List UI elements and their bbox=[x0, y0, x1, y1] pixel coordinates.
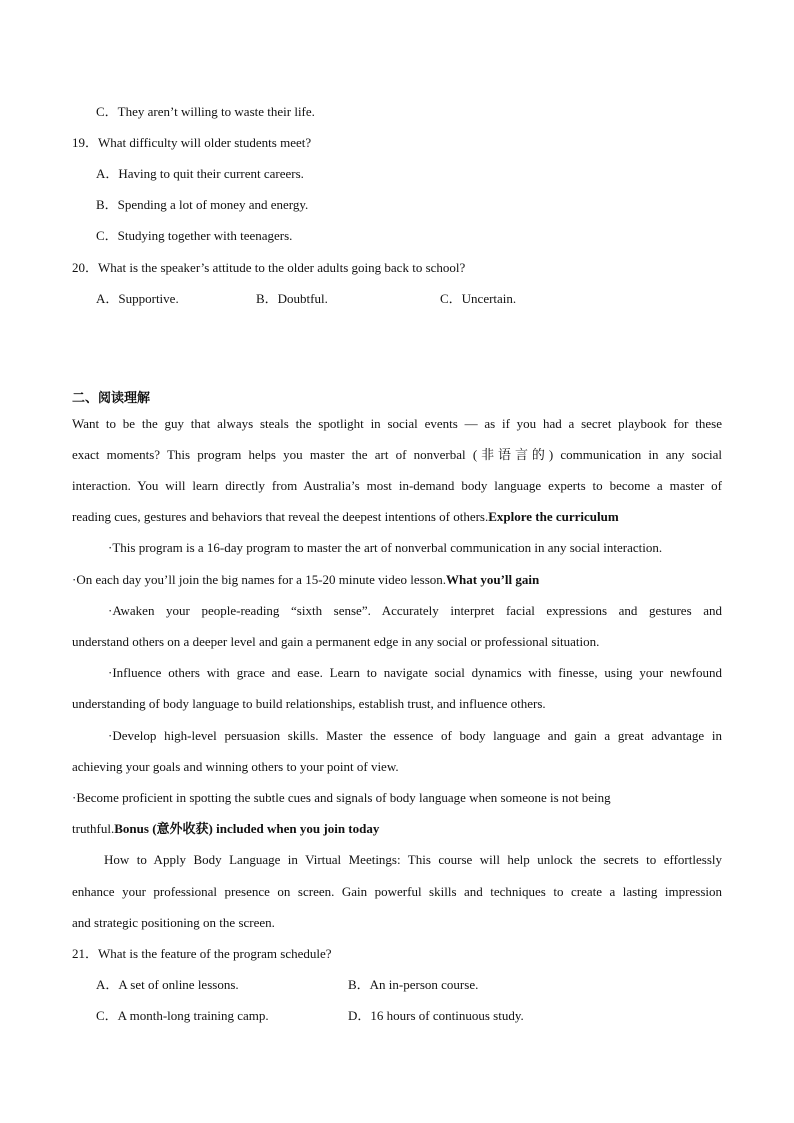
gain-item-1-line2: understand others on a deeper level and gain a permanent edge in any social or professional situation. bbox=[72, 634, 600, 649]
q21-option-c: C．A month-long training camp. bbox=[96, 1008, 269, 1023]
q20-stem: 20．What is the speaker’s attitude to the older adults going back to school? bbox=[72, 260, 466, 275]
q20-option-a: A．Supportive. bbox=[96, 291, 179, 306]
q19-option-c: C．Studying together with teenagers. bbox=[96, 228, 293, 243]
curriculum-item-2 bbox=[72, 571, 722, 589]
curriculum-item-1: ·This program is a 16-day program to master the art of nonverbal communication in any social interaction. bbox=[108, 540, 663, 555]
passage-p1-line1: Want to be the guy that always steals the spotlight in social events — as if you had a secret playbook for these bbox=[72, 416, 722, 431]
q18-option-c: C．They aren’t willing to waste their life. bbox=[96, 104, 315, 119]
heading-bonus: Bonus (意外收获) included when you join today bbox=[114, 821, 380, 836]
q20-option-b: B．Doubtful. bbox=[256, 291, 328, 306]
passage-p1-line4-text: reading cues, gestures and behaviors that reveal the deepest intentions of others. bbox=[72, 509, 489, 524]
heading-what-you-gain: What you’ll gain bbox=[446, 572, 540, 587]
bonus-line1: How to Apply Body Language in Virtual Meetings: This course will help unlock the secrets to effortlessly bbox=[104, 852, 722, 867]
section-heading: 二、阅读理解 bbox=[72, 390, 151, 405]
gain-item-2-line1: ·Influence others with grace and ease. Learn to navigate social dynamics with finesse, using your newfound bbox=[108, 665, 722, 680]
q19-stem: 19．What difficulty will older students meet? bbox=[72, 135, 312, 150]
gain-item-3-line2: achieving your goals and winning others to your point of view. bbox=[72, 759, 399, 774]
q21-stem: 21．What is the feature of the program schedule? bbox=[72, 946, 332, 961]
passage-p1-line3: interaction. You will learn directly from Australia’s most in-demand body language experts to become a master of bbox=[72, 478, 722, 493]
heading-explore-curriculum: Explore the curriculum bbox=[488, 509, 619, 524]
gain-item-2-line2: understanding of body language to build relationships, establish trust, and influence others. bbox=[72, 696, 546, 711]
bonus-line2: enhance your professional presence on screen. Gain powerful skills and techniques to create a lasting impression bbox=[72, 884, 722, 899]
gain-item-1-line1: ·Awaken your people-reading “sixth sense”. Accurately interpret facial expressions and gestures and bbox=[108, 603, 722, 618]
passage-p1-line2: exact moments? This program helps you master the art of nonverbal (非语言的) communication in any social bbox=[72, 447, 722, 462]
gain-item-4-line2-text: truthful. bbox=[72, 821, 115, 836]
bonus-line3: and strategic positioning on the screen. bbox=[72, 915, 275, 930]
curriculum-item-2-text: ·On each day you’ll join the big names for a 15-20 minute video lesson. bbox=[72, 572, 447, 587]
q19-option-a: A．Having to quit their current careers. bbox=[96, 166, 304, 181]
gain-item-4-line2 bbox=[72, 820, 722, 838]
q19-option-b: B．Spending a lot of money and energy. bbox=[96, 197, 309, 212]
gain-item-3-line1: ·Develop high-level persuasion skills. Master the essence of body language and gain a great advantage in bbox=[108, 728, 722, 743]
passage-p1-line4 bbox=[72, 508, 722, 526]
gain-item-4-line1: ·Become proficient in spotting the subtle cues and signals of body language when someone is not being bbox=[72, 790, 611, 805]
q21-option-a: A．A set of online lessons. bbox=[96, 977, 239, 992]
q21-option-b: B．An in-person course. bbox=[348, 977, 479, 992]
q21-option-d: D．16 hours of continuous study. bbox=[348, 1008, 524, 1023]
q20-option-c: C．Uncertain. bbox=[440, 291, 517, 306]
